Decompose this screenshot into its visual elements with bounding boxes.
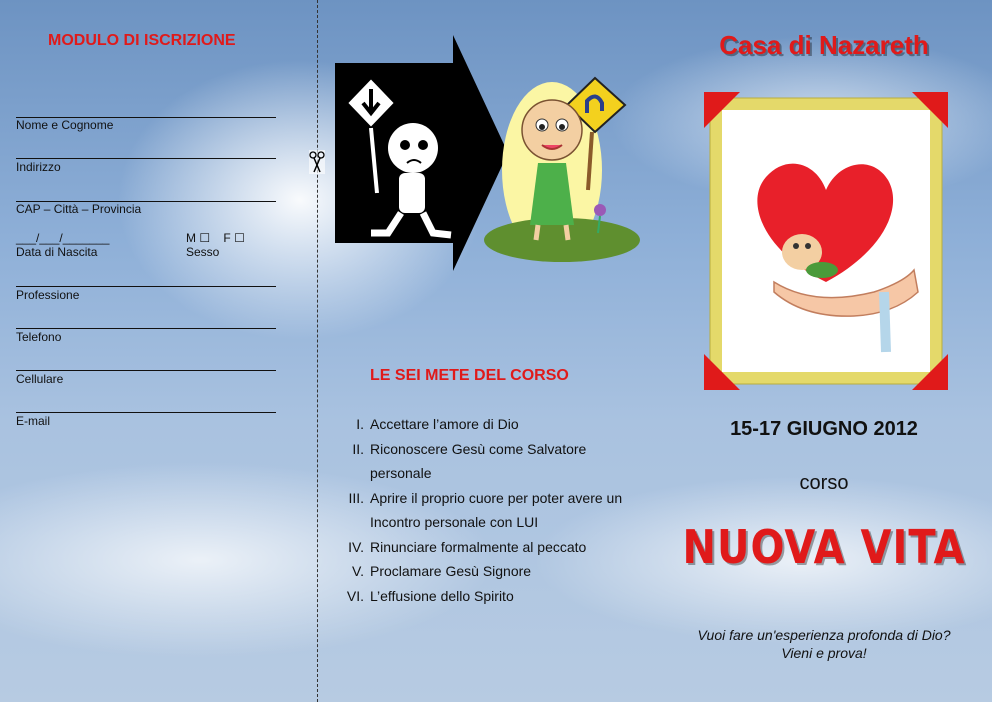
address-line[interactable] [16,158,276,159]
course-name: NUOVA VITA [682,521,966,575]
goal-item [330,584,650,609]
course-kind: corso [799,472,849,494]
goals-title: LE SEI METE DEL CORSO [370,367,569,384]
form-title: MODULO DI ISCRIZIONE [48,32,236,49]
cap-label: CAP – Città – Provincia [16,202,142,216]
profession-label: Professione [16,288,80,302]
address-label: Indirizzo [16,160,61,174]
email-line[interactable] [16,412,276,413]
goal-item [330,486,650,535]
org-name: Casa di Nazareth [719,30,929,60]
goal-number: III. [348,489,364,506]
goal-number: V. [352,563,364,579]
goal-item [330,559,650,584]
goal-text: Aprire il proprio cuore per poter avere un Incontro personale con LUI [370,489,623,530]
goal-text: Riconoscere Gesù come Salvatore personale [370,440,587,481]
tagline-question: Vuoi fare un'esperienza profonda di Dio? [697,627,951,643]
scissors-icon [309,150,325,174]
goal-item [330,535,650,560]
goal-item [330,412,650,437]
profession-line[interactable] [16,286,276,287]
goal-text: Proclamare Gesù Signore [370,563,532,579]
goal-text: Rinunciare formalmente al peccato [370,538,587,555]
birth-date-blanks[interactable]: ___/___/_______ [16,231,110,245]
phone-label: Telefono [16,330,62,344]
goals-list [330,412,650,608]
goal-item [330,437,650,486]
cut-line [317,0,318,702]
sex-label: Sesso [186,245,220,259]
tagline-invite: Vieni e prova! [781,645,867,661]
goal-text: L’effusione dello Spirito [370,587,514,604]
email-label: E-mail [16,414,51,428]
goal-text: Accettare l’amore di Dio [370,416,519,432]
birth-date-label: Data di Nascita [16,245,98,259]
goal-number: VI. [346,587,364,604]
mobile-line[interactable] [16,370,276,371]
name-label: Nome e Cognome [16,118,114,132]
happy-child-illustration [482,75,642,270]
goal-number: I. [356,416,364,432]
mobile-label: Cellulare [16,372,64,386]
heart-picture-frame [704,92,948,390]
goal-number: II. [352,440,364,457]
phone-line[interactable] [16,328,276,329]
goal-number: IV. [348,538,364,555]
sex-checkboxes[interactable]: M ☐ F ☐ [186,231,245,245]
course-dates: 15-17 GIUGNO 2012 [730,418,918,440]
